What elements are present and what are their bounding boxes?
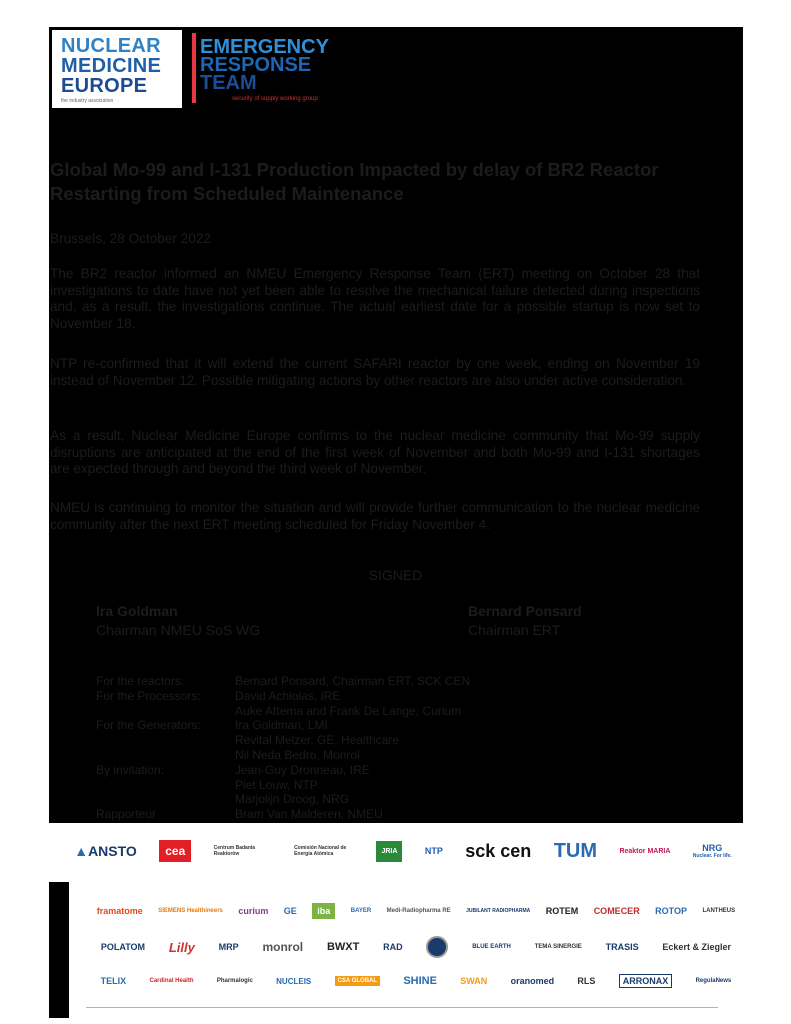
partner-logo-cardinal: Cardinal Health	[149, 978, 194, 984]
partner-logo-eckert-ziegler: Eckert & Ziegler	[662, 942, 731, 952]
participants-list	[96, 674, 470, 822]
partner-logo-tum: TUM	[553, 839, 598, 862]
participant-label: For the Generators:	[96, 718, 201, 733]
participant-row	[96, 778, 470, 793]
partner-logo-telix: TELIX	[100, 976, 127, 986]
paragraph-3: As a result, Nuclear Medicine Europe confirms to the nuclear medicine community that Mo-99 supply disruptions are anticipated at the end of the first week of November and both Mo-99 and I-131 shortages are expected through and beyond the third week of November.	[50, 428, 700, 476]
nmeu-logo-line2: MEDICINE	[61, 55, 162, 77]
participant-row	[96, 792, 470, 807]
paragraph-2: NTP re-confirmed that it will extend the current SAFARI reactor by one week, ending on November 19 instead of November 12. Possible mitigating actions by other reactors are also under active consideration.	[50, 356, 700, 388]
partner-logo-ansto	[74, 843, 137, 859]
participant-value: Bernard Ponsard, Chairman ERT, SCK CEN	[235, 674, 471, 688]
side-black-strip	[49, 882, 69, 1018]
partner-logo-oranomed: oranomed	[510, 976, 555, 986]
partner-logo-bwxt: BWXT	[326, 941, 360, 953]
participant-label	[96, 748, 235, 763]
seal-icon	[426, 936, 448, 958]
participant-label: Rapporteur	[96, 807, 157, 822]
document-title: Global Mo-99 and I-131 Production Impacted by delay of BR2 Reactor Restarting from Scheduled Maintenance	[50, 159, 659, 204]
partner-logo-rls: RLS	[577, 976, 596, 986]
participant-label: For the Processors:	[96, 688, 201, 703]
nmeu-logo-line3: EUROPE	[61, 75, 148, 97]
participant-label	[96, 792, 235, 807]
partner-logo-regulanews: RegulaNews	[695, 978, 732, 984]
partner-logo-monrol: monrol	[262, 940, 304, 954]
participant-row	[96, 763, 470, 778]
participant-row	[96, 674, 470, 689]
signed-label: SIGNED	[368, 567, 423, 583]
partner-logos	[49, 823, 743, 1023]
participant-value: Revital Melzer, GE, Healthcare	[235, 733, 400, 748]
partner-logo-swan: SWAN	[460, 976, 488, 986]
partner-logo-rotem: ROTEM	[545, 906, 579, 916]
partner-logo-tema: TEMA SINERGIE	[534, 944, 582, 950]
partner-logo-cnea: Comisión Nacional de Energía Atómica	[294, 845, 347, 857]
partner-logo-trasis: TRASIS	[605, 942, 639, 952]
partner-logo-cea: cea	[159, 840, 191, 862]
partner-logo-lilly: Lilly	[168, 939, 195, 955]
partner-name: ANSTO	[88, 843, 137, 859]
partner-logo-shine: SHINE	[403, 975, 437, 987]
partner-name: NRG	[702, 843, 723, 853]
participant-value: Bram Van Malderen, NMEU	[235, 807, 383, 822]
participant-row	[96, 718, 470, 733]
paragraph-4: NMEU is continuing to monitor the situation and will provide further communication to the nuclear medicine community after the next ERT meeting scheduled for Friday November 4.	[50, 500, 700, 532]
footer-divider	[86, 1007, 718, 1008]
participant-value: Auke Attema and Frank De Lange, Curium	[235, 703, 462, 718]
partner-logo-maria: Reaktor MARIA	[619, 847, 671, 855]
participant-row	[96, 689, 470, 704]
ert-logo-line1: EMERGENCY	[200, 36, 329, 58]
partner-logo-jubilant: JUBILANT RADIOPHARMA	[466, 908, 531, 914]
partner-logo-medi: Medi-Radiopharma RE	[386, 908, 451, 914]
partner-logo-framatome: framatome	[96, 906, 143, 916]
partner-row-4	[89, 963, 743, 999]
participant-row	[96, 807, 470, 822]
signatory-2-name: Bernard Ponsard	[468, 603, 582, 619]
partner-logo-comecer: COMECER	[593, 906, 640, 916]
partner-row-3	[89, 929, 743, 965]
nmeu-tagline: the industry association	[61, 98, 114, 104]
partner-logo-csa: CSA GLOBAL	[335, 976, 380, 986]
partner-logo-arronax: ARRONAX	[619, 974, 673, 988]
partner-logo-rad: RAD	[383, 942, 403, 952]
partner-logo-polatom: POLATOM	[100, 942, 146, 952]
dateline: Brussels, 28 October 2022	[50, 231, 211, 246]
ert-tagline: security of supply working group	[232, 96, 318, 102]
participant-label: For the reactors:	[96, 674, 185, 688]
partner-logo-ge: GE	[283, 906, 297, 916]
partner-logo-nucleis: NUCLEIS	[276, 976, 312, 986]
signatory-1-name: Ira Goldman	[96, 603, 178, 619]
partner-logo-rotop: ROTOP	[655, 906, 687, 916]
nrg-tagline: Nuclear. For life.	[692, 853, 732, 859]
partner-logo-jria: JRIA	[376, 841, 402, 862]
participant-value: Ira Goldman, LMI	[235, 718, 328, 733]
partner-logo-ncbj: Centrum Badania Reaktorów	[213, 845, 256, 857]
partner-logo-sck-cen: sck cen	[465, 840, 532, 861]
partner-logo-iba: iba	[312, 903, 335, 919]
nmeu-logo-line1: NUCLEAR	[61, 35, 161, 57]
partner-logo-lantheus: LANTHEUS	[702, 908, 736, 914]
participant-row	[96, 748, 470, 763]
partner-row-2	[89, 893, 743, 929]
partner-logo-nrg	[693, 843, 732, 859]
partner-logo-pharmalogic: Pharmalogic	[216, 978, 253, 984]
partner-row-1	[49, 833, 743, 869]
participant-value: Marjolijn Droog, NRG	[235, 792, 350, 807]
partner-logo-mrp: MRP	[218, 942, 239, 952]
partner-logo-bayer: BAYER	[350, 908, 372, 914]
nmeu-logo	[52, 30, 182, 108]
participant-label	[96, 704, 235, 719]
participant-row	[96, 704, 470, 719]
partner-logo-siemens: SIEMENS Healthineers	[158, 908, 223, 914]
participant-row	[96, 733, 470, 748]
triangle-icon: ▲	[74, 843, 89, 859]
participant-label	[96, 778, 235, 793]
ert-logo-bar	[192, 33, 196, 103]
ert-logo-line3: TEAM	[200, 72, 257, 94]
participant-value: Piet Louw, NTP	[235, 777, 318, 792]
signatory-2-role: Chairman ERT	[468, 622, 561, 638]
participant-label	[96, 733, 235, 748]
participant-label: By invitation:	[96, 762, 165, 777]
partner-logo-blue-earth: BLUE EARTH	[472, 944, 511, 950]
partner-logo-curium: curium	[238, 906, 269, 916]
paragraph-1: The BR2 reactor informed an NMEU Emergency Response Team (ERT) meeting on October 28 that investigations to date have not yet been able to resolve the mechanical failure detected during inspections and, as a result, the investigations continue. The actual earliest date for a possible startup is now set to November 18.	[50, 266, 700, 331]
signatory-1-role: Chairman NMEU SoS WG	[96, 622, 261, 638]
participant-value: Nil Neda Bedro, Monrol	[235, 747, 360, 762]
ert-logo-line2: RESPONSE	[200, 54, 312, 76]
partner-logo-ntp: NTP	[424, 846, 443, 856]
participant-value: David Achiolas, IRE	[235, 688, 341, 703]
participant-value: Jean-Guy Dronneau, IRE	[235, 762, 370, 777]
